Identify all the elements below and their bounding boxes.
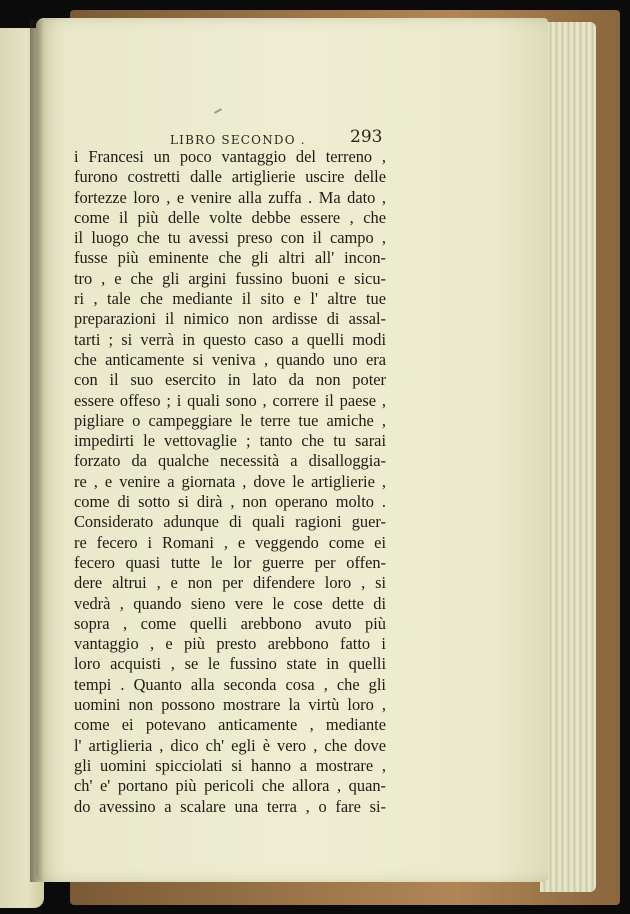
page-number: 293	[350, 127, 383, 147]
text-line: preparazioni il nimico non ardisse di assal-	[74, 309, 386, 329]
text-line: come il più delle volte debbe essere , che	[74, 207, 386, 227]
text-line: l' artiglieria , dico ch' egli è vero , che dove	[74, 735, 386, 755]
body-text	[74, 147, 394, 817]
text-line: fortezze loro , e venire alla zuffa . Ma dato ,	[74, 187, 386, 207]
text-line: do avessino a scalare una terra , o fare si-	[74, 796, 386, 816]
text-line: ch' e' portano più pericoli che allora , quan-	[74, 776, 386, 796]
text-line: vedrà , quando sieno vere le cose dette di	[74, 593, 386, 613]
text-line: fecero quasi tutte le lor guerre per offen-	[74, 552, 386, 572]
text-line: tempi . Quanto alla seconda cosa , che gli	[74, 674, 386, 694]
text-line: i Francesi un poco vantaggio del terreno ,	[74, 147, 386, 166]
text-line: ri , tale che mediante il sito e l' altre tue	[74, 289, 386, 309]
text-line: dere altrui , e non per difendere loro , si	[74, 573, 386, 593]
running-head: LIBRO SECONDO .	[170, 133, 306, 147]
text-line: essere offeso ; i quali sono , correre il paese ,	[74, 390, 386, 410]
text-line: re fecero i Romani , e veggendo come ei	[74, 532, 386, 552]
text-line: sopra , come quelli arebbono avuto più	[74, 613, 386, 633]
text-line: il luogo che tu avessi preso con il campo ,	[74, 228, 386, 248]
text-line: impedirti le vettovaglie ; tanto che tu sarai	[74, 431, 386, 451]
text-line: re , e venire a giornata , dove le artiglierie ,	[74, 471, 386, 491]
text-line: gli uomini spicciolati si hanno a mostrare ,	[74, 755, 386, 775]
text-line: fusse più eminente che gli altri all' incon-	[74, 248, 386, 268]
text-line: pigliare o campeggiare le terre tue amiche ,	[74, 410, 386, 430]
text-line: tro , e che gli argini fussino buoni e sicu-	[74, 268, 386, 288]
text-line: vantaggio , e più presto arebbono fatto i	[74, 634, 386, 654]
spine-shadow	[30, 20, 44, 882]
text-line: forzato da qualche necessità a disalloggia-	[74, 451, 386, 471]
text-line: con il suo esercito in lato da non poter	[74, 370, 386, 390]
text-line: come di sotto si dirà , non operano molto .	[74, 492, 386, 512]
text-line: furono costretti dalle artiglierie uscire delle	[74, 167, 386, 187]
text-line: come ei potevano anticamente , mediante	[74, 715, 386, 735]
text-line: loro acquisti , se le fussino state in quelli	[74, 654, 386, 674]
text-line: uomini non possono mostrare la virtù loro ,	[74, 695, 386, 715]
text-line: che anticamente si veniva , quando uno era	[74, 349, 386, 369]
text-line: Considerato adunque di quali ragioni guer-	[74, 512, 386, 532]
page-stack-edges	[540, 22, 596, 892]
text-line: tarti ; si verrà in questo caso a quelli modi	[74, 329, 386, 349]
